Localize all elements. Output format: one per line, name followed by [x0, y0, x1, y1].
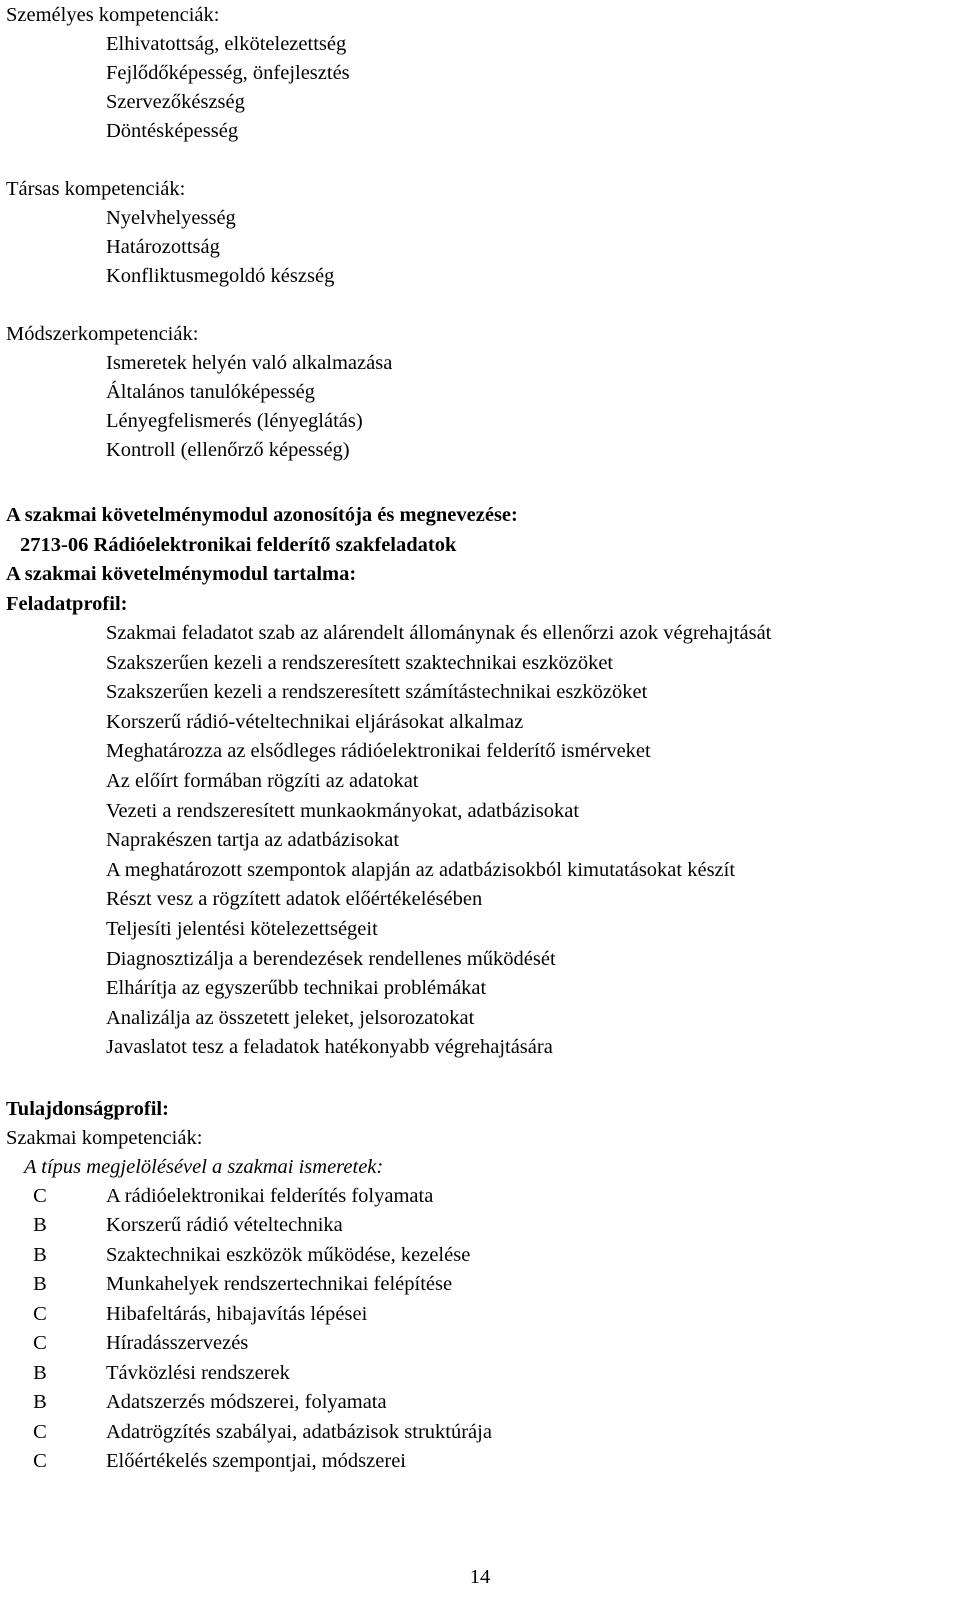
personal-competencies-heading: Személyes kompetenciák: — [6, 4, 220, 26]
task-item: Teljesíti jelentési kötelezettségeit — [106, 918, 378, 940]
personal-competency-item: Fejlődőképesség, önfejlesztés — [106, 62, 350, 84]
page-number: 14 — [469, 1566, 491, 1588]
task-item: Szakszerűen kezeli a rendszeresített szaktechnikai eszközöket — [106, 652, 614, 674]
method-competency-item: Ismeretek helyén való alkalmazása — [106, 352, 393, 374]
personal-competency-item: Elhivatottság, elkötelezettség — [106, 33, 347, 55]
social-competency-item: Konfliktusmegoldó készség — [106, 265, 335, 287]
knowledge-item: Munkahelyek rendszertechnikai felépítése — [106, 1273, 453, 1295]
task-item: Elhárítja az egyszerűbb technikai problémákat — [106, 977, 487, 999]
task-item: Részt vesz a rögzített adatok előértékelésében — [106, 888, 483, 910]
module-id-heading: A szakmai követelménymodul azonosítója és megnevezése: — [6, 504, 518, 526]
grade-letter: B — [33, 1214, 47, 1236]
task-item: Korszerű rádió-vételtechnikai eljárásokat alkalmaz — [106, 711, 524, 733]
task-item: Naprakészen tartja az adatbázisokat — [106, 829, 400, 851]
knowledge-item: Szaktechnikai eszközök működése, kezelése — [106, 1244, 471, 1266]
module-content-heading: A szakmai követelménymodul tartalma: — [6, 563, 357, 585]
method-competency-item: Kontroll (ellenőrző képesség) — [106, 439, 350, 461]
professional-competencies-subheading: Szakmai kompetenciák: — [6, 1127, 203, 1149]
grade-letter: C — [33, 1185, 47, 1207]
task-item: Analizálja az összetett jeleket, jelsorozatokat — [106, 1007, 475, 1029]
task-item: Szakmai feladatot szab az alárendelt állománynak és ellenőrzi azok végrehajtását — [106, 622, 772, 644]
task-profile-heading: Feladatprofil: — [6, 593, 128, 615]
knowledge-item: Korszerű rádió vételtechnika — [106, 1214, 343, 1236]
knowledge-item: Előértékelés szempontjai, módszerei — [106, 1450, 406, 1472]
knowledge-item: Adatrögzítés szabályai, adatbázisok struktúrája — [106, 1421, 492, 1443]
task-item: Diagnosztizálja a berendezések rendellenes működését — [106, 948, 556, 970]
knowledge-item: Távközlési rendszerek — [106, 1362, 290, 1384]
grade-letter: B — [33, 1391, 47, 1413]
knowledge-item: Hibafeltárás, hibajavítás lépései — [106, 1303, 368, 1325]
task-item: Az előírt formában rögzíti az adatokat — [106, 770, 419, 792]
task-item: Vezeti a rendszeresített munkaokmányokat, adatbázisokat — [106, 800, 580, 822]
grade-letter: C — [33, 1303, 47, 1325]
social-competency-item: Határozottság — [106, 236, 220, 258]
grade-letter: B — [33, 1273, 47, 1295]
task-item: Meghatározza az elsődleges rádióelektronikai felderítő ismérveket — [106, 740, 651, 762]
grade-letter: B — [33, 1244, 47, 1266]
knowledge-item: Adatszerzés módszerei, folyamata — [106, 1391, 387, 1413]
social-competencies-heading: Társas kompetenciák: — [6, 178, 186, 200]
method-competency-item: Általános tanulóképesség — [106, 381, 315, 403]
method-competency-item: Lényegfelismerés (lényeglátás) — [106, 410, 363, 432]
grade-letter: C — [33, 1332, 47, 1354]
knowledge-item: Híradásszervezés — [106, 1332, 249, 1354]
grade-letter: B — [33, 1362, 47, 1384]
module-id-name: 2713-06 Rádióelektronikai felderítő szakfeladatok — [20, 534, 457, 556]
knowledge-item: A rádióelektronikai felderítés folyamata — [106, 1185, 434, 1207]
task-item: Javaslatot tesz a feladatok hatékonyabb végrehajtására — [106, 1036, 553, 1058]
task-item: A meghatározott szempontok alapján az adatbázisokból kimutatásokat készít — [106, 859, 736, 881]
social-competency-item: Nyelvhelyesség — [106, 207, 236, 229]
grade-letter: C — [33, 1450, 47, 1472]
personal-competency-item: Döntésképesség — [106, 120, 239, 142]
personal-competency-item: Szervezőkészség — [106, 91, 245, 113]
type-note: A típus megjelölésével a szakmai ismeretek: — [24, 1156, 384, 1178]
task-item: Szakszerűen kezeli a rendszeresített számítástechnikai eszközöket — [106, 681, 648, 703]
grade-letter: C — [33, 1421, 47, 1443]
method-competencies-heading: Módszerkompetenciák: — [6, 323, 199, 345]
property-profile-heading: Tulajdonságprofil: — [6, 1098, 169, 1120]
